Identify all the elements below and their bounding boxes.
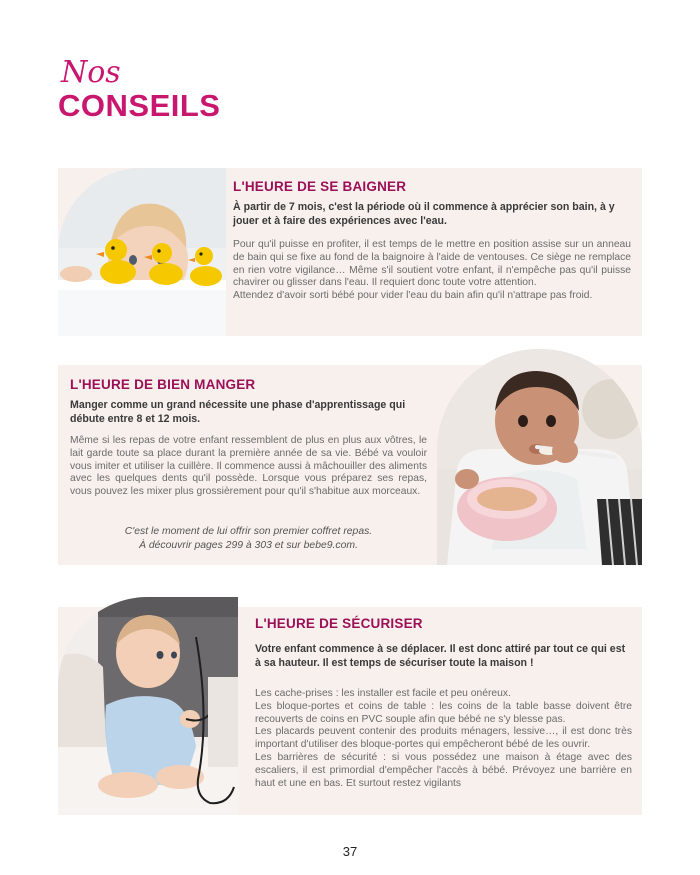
- page-number: 37: [342, 844, 358, 859]
- section-title-safety: L'HEURE DE SÉCURISER: [255, 616, 423, 631]
- header-nos: Nos: [61, 55, 121, 90]
- section-body-safety: [255, 688, 632, 790]
- paragraph: Pour qu'il puisse en profiter, il est temps de le mettre en position assise sur un anneau de bain qui se fixe au fond de la baignoire à l'aide de ventouses. Ce siège ne remplace en rien votre vigilance… Même s'il soutient votre enfant, il n'empêche pas qu'il puisse chavirer ou glisser dans l'eau. Il requiert donc toute votre attention.: [233, 239, 631, 289]
- section-note-eating: [70, 525, 427, 552]
- baby-bath-photo: [58, 168, 226, 336]
- section-lead-eating: Manger comme un grand nécessite une phase d'apprentissage qui débute entre 8 et 12 mois.: [70, 399, 406, 425]
- section-lead-bath: À partir de 7 mois, c'est la période où il commence à apprécier son bain, à y jouer et à faire des expériences avec l'eau.: [233, 201, 615, 227]
- header-conseils: CONSEILS: [58, 88, 221, 123]
- note-line: À découvrir pages 299 à 303 et sur bebe9.com.: [139, 539, 358, 551]
- baby-eating-photo: [437, 349, 642, 565]
- section-body-eating: [70, 435, 427, 499]
- paragraph: Les placards peuvent contenir des produits ménagers, lessive…, il est donc très important d'utiliser des bloque-portes qui empêcheront bébé de les ouvrir.: [255, 726, 632, 751]
- baby-safety-photo: [58, 597, 238, 815]
- paragraph: Les bloque-portes et coins de table : les coins de la table basse doivent être recouverts de coins en PVC souple afin que bébé ne s'y blesse pas.: [255, 700, 632, 725]
- paragraph: Attendez d'avoir sorti bébé pour vider l'eau du bain afin qu'il n'attrape pas froid.: [233, 290, 593, 302]
- paragraph: Les barrières de sécurité : si vous possédez une maison à étage avec des escaliers, il est primordial d'empêcher l'accès à bébé. Prévoyez une barrière en haut et une en bas. Et surtout restez vigilants: [255, 751, 632, 789]
- section-title-bath: L'HEURE DE SE BAIGNER: [233, 179, 407, 194]
- note-line: C'est le moment de lui offrir son premier coffret repas.: [124, 526, 373, 537]
- paragraph: Même si les repas de votre enfant ressemblent de plus en plus aux vôtres, le lait garde toute sa place durant la première année de sa vie. Bébé va vouloir vous imiter et utiliser la cuillère. Il commence aussi à mâchouiller des aliments avec les quelques dents qu'il possède. Lorsque vous préparez ses repas, vous pouvez les mixer plus grossièrement pour qu'il s'habitue aux morceaux.: [70, 435, 427, 498]
- section-lead-safety: Votre enfant commence à se déplacer. Il est donc attiré par tout ce qui est à sa hauteur. Il est temps de sécuriser toute la maison !: [255, 643, 626, 669]
- paragraph: Les cache-prises : les installer est facile et peu onéreux.: [255, 688, 511, 699]
- section-title-eating: L'HEURE DE BIEN MANGER: [70, 377, 256, 392]
- page-header: [58, 55, 221, 123]
- section-body-bath: [233, 239, 631, 303]
